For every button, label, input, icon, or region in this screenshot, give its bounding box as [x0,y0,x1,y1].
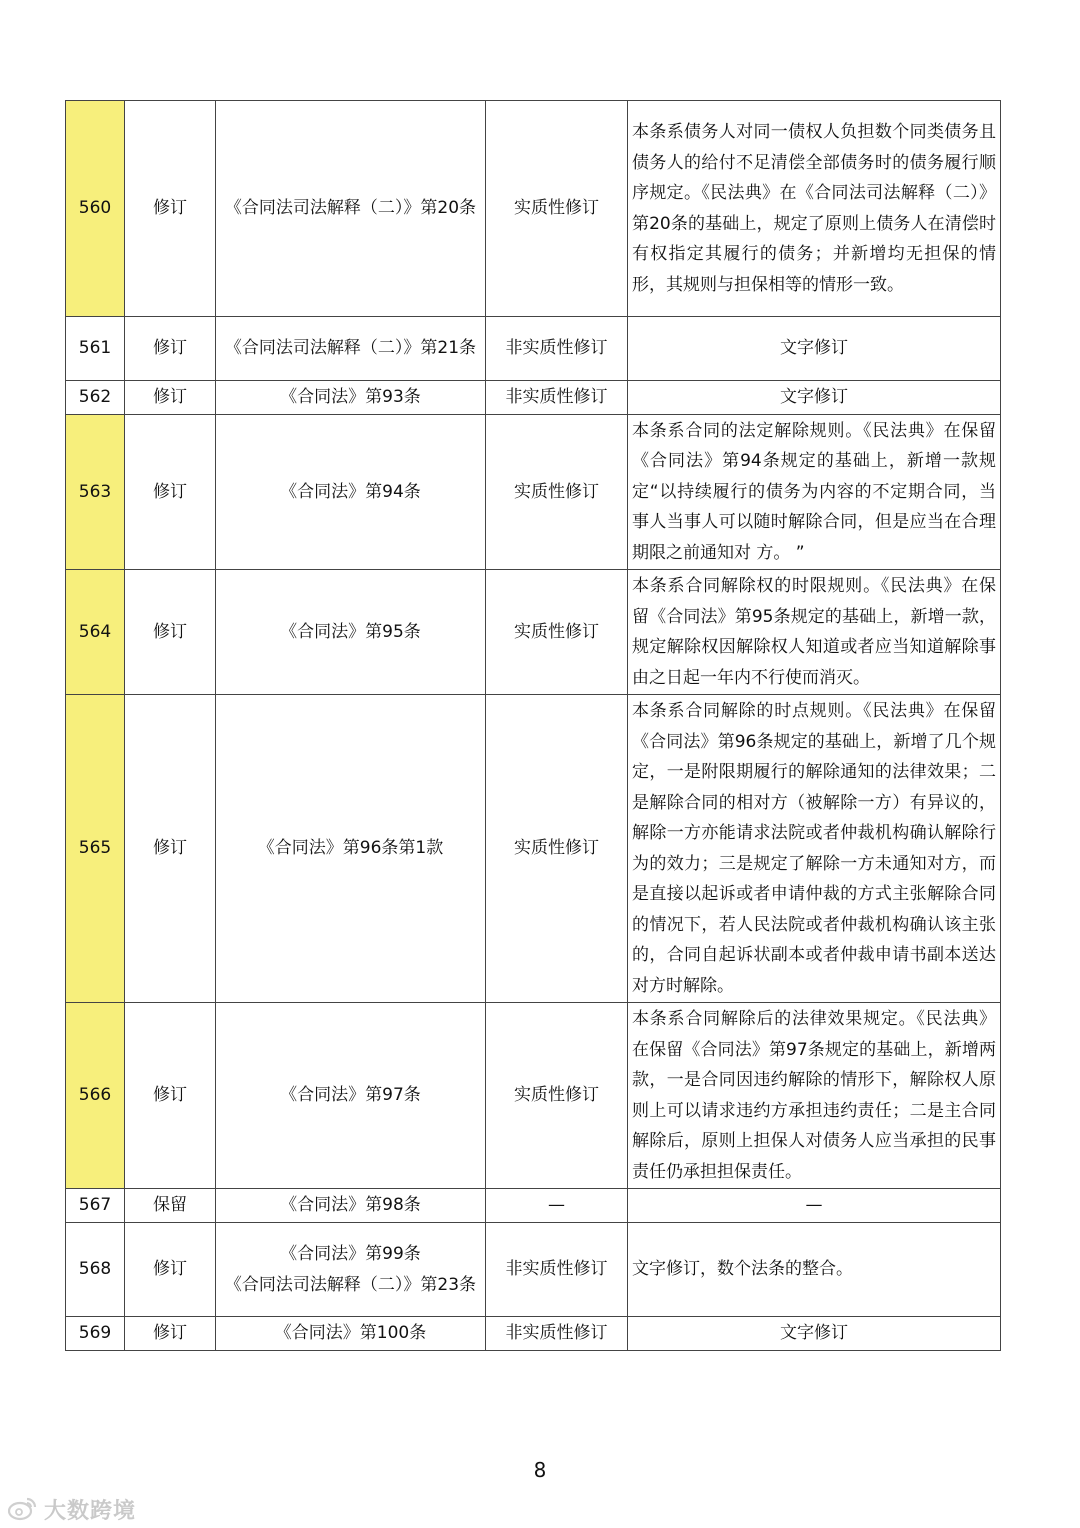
table-row [66,695,1001,1003]
source-line: 《合同法》第98条 [280,1195,421,1216]
row-action: 修订 [125,695,216,1003]
weibo-logo-icon [8,1496,38,1522]
row-number: 563 [66,415,125,570]
row-action: 修订 [125,101,216,317]
row-type: 非实质性修订 [486,381,628,415]
row-number: 568 [66,1223,125,1317]
row-number: 567 [66,1189,125,1223]
source-line: 《合同法》第94条 [280,481,421,502]
row-action: 修订 [125,1003,216,1189]
row-number: 562 [66,381,125,415]
row-description: 本条系债务人对同一债权人负担数个同类债务且债务人的给付不足清偿全部债务时的债务履行顺序规定。《民法典》在《合同法司法解释（二）》第20条的基础上，规定了原则上债务人在清偿时有权指定其履行的债务；并新增均无担保的情形，其规则与担保相等的情形一致。 [628,101,1001,317]
row-number: 566 [66,1003,125,1189]
row-type: 实质性修订 [486,570,628,695]
row-description: — [628,1189,1001,1223]
law-comparison-table [65,100,1001,1351]
source-line: 《合同法》第95条 [280,621,421,642]
row-source [216,570,486,695]
row-source [216,415,486,570]
row-action: 修订 [125,415,216,570]
row-type: — [486,1189,628,1223]
row-action: 保留 [125,1189,216,1223]
row-type: 实质性修订 [486,1003,628,1189]
row-source [216,1003,486,1189]
source-line: 《合同法》第99条 [280,1244,421,1264]
row-description: 文字修订，数个法条的整合。 [628,1223,1001,1317]
row-description: 文字修订 [628,1317,1001,1351]
row-source [216,101,486,317]
row-action: 修订 [125,381,216,415]
table-row [66,317,1001,381]
table-row [66,570,1001,695]
row-source [216,1223,486,1317]
source-line: 《合同法》第96条第1款 [257,838,444,859]
row-description: 文字修订 [628,317,1001,381]
row-type: 非实质性修订 [486,1317,628,1351]
row-source [216,1317,486,1351]
row-type: 非实质性修订 [486,1223,628,1317]
row-number: 561 [66,317,125,381]
table-row [66,1189,1001,1223]
table-row [66,1223,1001,1317]
row-description: 文字修订 [628,381,1001,415]
row-description: 本条系合同解除权的时限规则。《民法典》在保留《合同法》第95条规定的基础上，新增一款，规定解除权因解除权人知道或者应当知道解除事由之日起一年内不行使而消灭。 [628,570,1001,695]
watermark [8,1492,136,1526]
row-number: 565 [66,695,125,1003]
table-row [66,415,1001,570]
row-description: 本条系合同解除后的法律效果规定。《民法典》在保留《合同法》第97条规定的基础上，新增两款，一是合同因违约解除的情形下，解除权人原则上可以请求违约方承担违约责任；二是主合同解除后，原则上担保人对债务人应当承担的民事责任仍承担担保责任。 [628,1003,1001,1189]
row-action: 修订 [125,570,216,695]
row-source [216,1189,486,1223]
row-action: 修订 [125,1223,216,1317]
source-line: 《合同法》第100条 [274,1323,427,1344]
row-type: 实质性修订 [486,695,628,1003]
table-row [66,101,1001,317]
source-line: 《合同法司法解释（二）》第21条 [224,338,477,359]
row-source [216,695,486,1003]
row-description: 本条系合同解除的时点规则。《民法典》在保留《合同法》第96条规定的基础上，新增了几个规定，一是附限期履行的解除通知的法律效果；二是解除合同的相对方（被解除一方）有异议的，解除一方亦能请求法院或者仲裁机构确认解除行为的效力；三是规定了解除一方未通知对方，而是直接以起诉或者申请仲裁的方式主张解除合同的情况下，若人民法院或者仲裁机构确认该主张的，合同自起诉状副本或者仲裁申请书副本送达对方时解除。 [628,695,1001,1003]
row-type: 实质性修订 [486,415,628,570]
row-number: 560 [66,101,125,317]
watermark-text: 大数跨境 [44,1498,137,1524]
table-body [66,101,1001,1351]
row-source [216,317,486,381]
row-type: 非实质性修订 [486,317,628,381]
source-line: 《合同法》第93条 [280,387,421,408]
table-row [66,1317,1001,1351]
row-action: 修订 [125,1317,216,1351]
source-line: 《合同法》第97条 [280,1085,421,1106]
table-row [66,381,1001,415]
source-line: 《合同法司法解释（二）》第20条 [224,198,477,219]
row-description: 本条系合同的法定解除规则。《民法典》在保留《合同法》第94条规定的基础上，新增一款规定“以持续履行的债务为内容的不定期合同，当事人当事人可以随时解除合同，但是应当在合理期限之前通知对 方。 ” [628,415,1001,570]
row-action: 修订 [125,317,216,381]
source-line: 《合同法司法解释（二）》第23条 [224,1274,477,1295]
page-number: 8 [533,1458,547,1482]
row-number: 564 [66,570,125,695]
row-source [216,381,486,415]
row-number: 569 [66,1317,125,1351]
table-row [66,1003,1001,1189]
row-type: 实质性修订 [486,101,628,317]
